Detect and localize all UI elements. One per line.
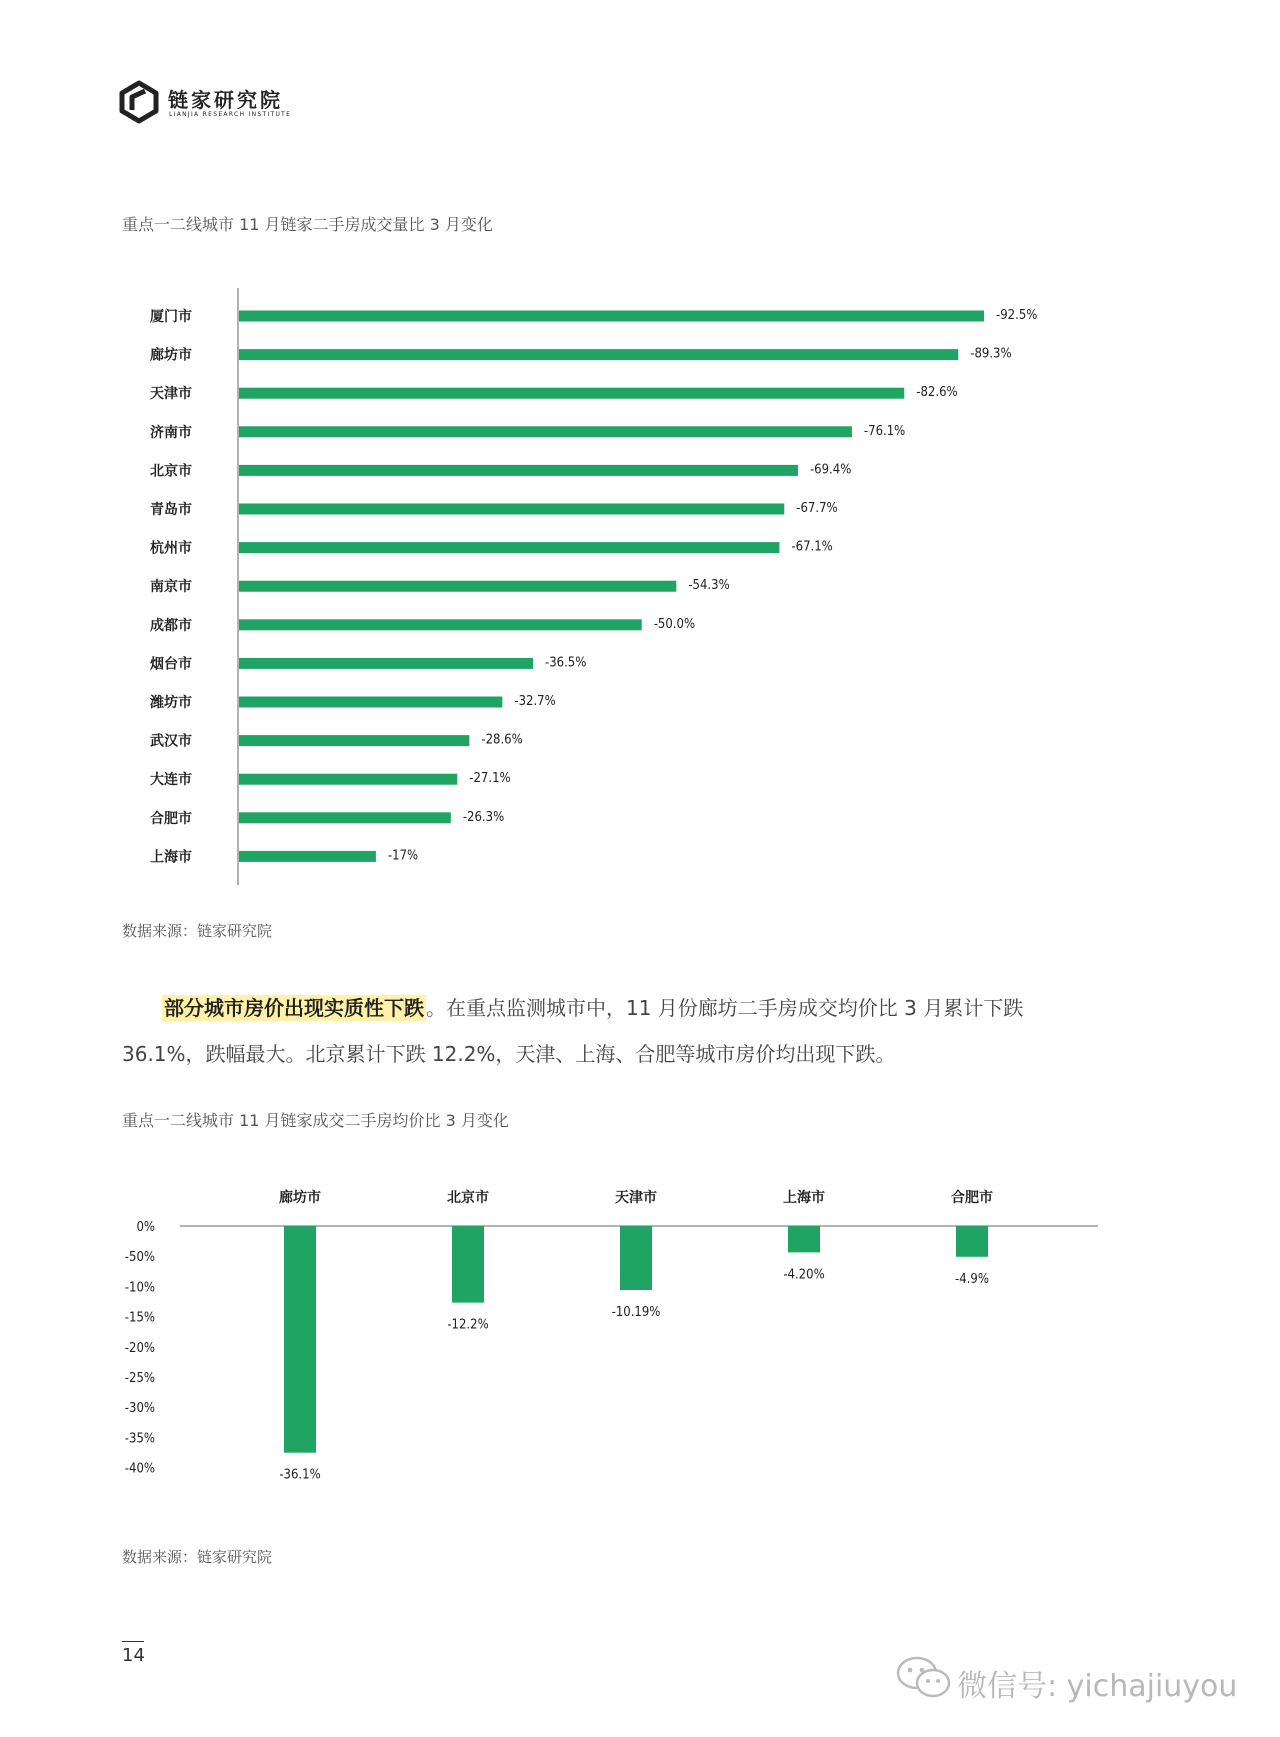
- chart2-value-label: -4.20%: [783, 1267, 825, 1283]
- chart2-bar: [452, 1226, 484, 1303]
- chart1-value-label: -50.0%: [653, 616, 696, 632]
- chart1-bar: [239, 349, 958, 360]
- logo-name: 链家研究院: [168, 88, 283, 112]
- chart1-bar: [239, 388, 904, 399]
- chart2-category-label: 合肥市: [951, 1190, 993, 1206]
- chart1-category-label: 南京市: [150, 579, 192, 596]
- chart2-caption: 重点一二线城市 11 月链家成交二手房均价比 3 月变化: [122, 1111, 509, 1130]
- chart1-category-label: 天津市: [150, 386, 192, 403]
- chart2-value-label: -4.9%: [955, 1271, 989, 1287]
- chart1-bar: [239, 426, 852, 437]
- chart2-category-label: 北京市: [447, 1190, 489, 1206]
- page-number-rule: [122, 1641, 144, 1642]
- body-paragraph: [122, 985, 1162, 1077]
- chart1-bar: [239, 658, 533, 669]
- chart2-y-tick-label: 0%: [136, 1220, 155, 1235]
- chart2-value-label: -36.1%: [279, 1467, 321, 1483]
- chart2-source: 数据来源：链家研究院: [122, 1548, 273, 1566]
- chart2-bar: [956, 1226, 988, 1257]
- paragraph-line-1: [122, 985, 1162, 1031]
- wechat-icon: [895, 1655, 953, 1701]
- watermark-text: 微信号: yichajiuyou: [957, 1669, 1238, 1704]
- chart2-y-tick-label: -25%: [124, 1371, 155, 1386]
- chart1-value-label: -32.7%: [514, 694, 556, 709]
- chart1-bar: [239, 504, 784, 515]
- chart1-category-label: 杭州市: [150, 540, 192, 557]
- chart1-value-label: -36.5%: [544, 655, 587, 671]
- paragraph-highlight: 部分城市房价出现实质性下跌: [164, 996, 424, 1020]
- chart1-bar: [239, 465, 798, 476]
- chart1-category-label: 青岛市: [150, 502, 192, 518]
- chart2-y-tick-label: -35%: [124, 1431, 155, 1447]
- chart2-y-tick-label: -30%: [124, 1401, 155, 1417]
- chart1-bar: [239, 619, 642, 630]
- chart1-category-label: 大连市: [150, 772, 192, 789]
- chart1-category-label: 潍坊市: [150, 695, 192, 711]
- wechat-watermark: [895, 1655, 1255, 1705]
- chart2-bar: [620, 1226, 652, 1290]
- chart1-svg: [0, 270, 1280, 890]
- chart2-category-label: 上海市: [783, 1190, 825, 1206]
- chart2-bar: [788, 1226, 820, 1252]
- page-number: 14: [122, 1645, 145, 1666]
- chart1-bar: [239, 851, 376, 862]
- chart1-category-label: 厦门市: [150, 309, 192, 325]
- chart1-value-label: -76.1%: [863, 423, 906, 439]
- chart2-y-tick-label: -50%: [124, 1250, 155, 1266]
- chart1-value-label: -27.1%: [469, 771, 511, 787]
- chart1-bar: [239, 542, 779, 553]
- paragraph-line-2: 36.1%，跌幅最大。北京累计下跌 12.2%，天津、上海、合肥等城市房价均出现下跌。: [122, 1042, 896, 1066]
- chart1-source: 数据来源：链家研究院: [122, 922, 273, 940]
- chart2-y-tick-label: -40%: [124, 1461, 155, 1477]
- chart1-value-label: -89.3%: [970, 346, 1012, 362]
- chart1-value-label: -28.6%: [481, 732, 523, 748]
- chart1-category-label: 北京市: [150, 463, 192, 480]
- chart1-bar: [239, 735, 469, 746]
- chart1-value-label: -54.3%: [688, 578, 730, 594]
- chart1-bar: [239, 311, 984, 322]
- chart2-svg: [0, 1180, 1280, 1510]
- chart1-value-label: -92.5%: [996, 308, 1038, 323]
- chart1-value-label: -17%: [387, 848, 419, 864]
- chart1-category-label: 济南市: [150, 424, 192, 441]
- chart1-value-label: -26.3%: [462, 809, 505, 825]
- chart1-caption: 重点一二线城市 11 月链家二手房成交量比 3 月变化: [122, 215, 493, 234]
- chart1-bar: [239, 697, 502, 708]
- chart1-value-label: -69.4%: [809, 462, 852, 478]
- chart2-y-tick-label: -20%: [124, 1340, 155, 1356]
- logo-subtitle: LIANJIA RESEARCH INSTITUTE: [169, 111, 292, 118]
- chart1-value-label: -82.6%: [916, 385, 958, 401]
- chart1-bar: [239, 581, 676, 592]
- chart1-category-label: 上海市: [150, 849, 192, 866]
- chart1-category-label: 武汉市: [150, 733, 192, 750]
- chart1-bar: [239, 774, 457, 785]
- chart2-category-label: 天津市: [615, 1190, 657, 1206]
- logo: [118, 80, 298, 130]
- chart2-value-label: -10.19%: [611, 1304, 661, 1320]
- chart2-y-tick-label: -15%: [124, 1310, 155, 1326]
- chart2-bar: [284, 1226, 316, 1453]
- chart2-y-tick-label: -10%: [124, 1280, 155, 1296]
- chart1-bar: [239, 812, 451, 823]
- chart1-value-label: -67.7%: [796, 501, 838, 516]
- chart2-value-label: -12.2%: [447, 1317, 489, 1333]
- chart1-category-label: 烟台市: [150, 656, 192, 673]
- chart1-category-label: 成都市: [150, 617, 192, 634]
- chart1-value-label: -67.1%: [791, 539, 833, 555]
- chart1-category-label: 合肥市: [150, 810, 192, 827]
- chart2-category-label: 廊坊市: [279, 1190, 321, 1206]
- logo-mark-icon: [118, 80, 160, 124]
- chart1-category-label: 廊坊市: [150, 347, 192, 364]
- paragraph-line1-text: 。在重点监测城市中，11 月份廊坊二手房成交均价比 3 月累计下跌: [426, 996, 1024, 1020]
